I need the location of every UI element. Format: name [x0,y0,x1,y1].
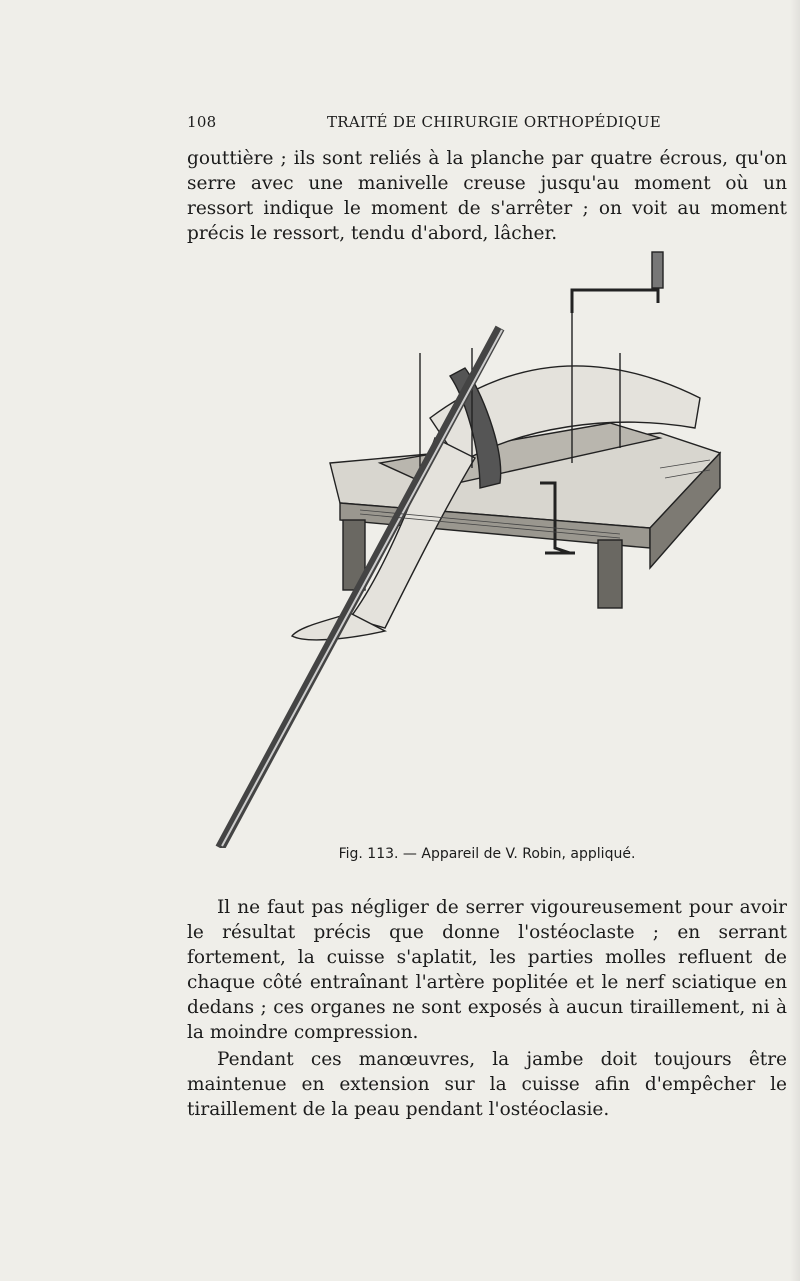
paragraph-text: gouttière ; ils sont reliés à la planche par quatre écrous, qu'on serre avec une manivelle creuse jusqu'au moment où un ressort indique le moment de s'arrêter ; on voit au moment précis le ressort, tendu d'abord, lâcher. [187,148,787,244]
lever-rod [220,328,500,848]
page-edge-shadow [790,0,800,1281]
page-number: 108 [187,113,217,131]
paragraph-intro [187,146,787,246]
figure-illustration [180,248,740,848]
lever-rod-highlight [222,330,502,846]
paragraph-text: Il ne faut pas négliger de serrer vigoureusement pour avoir le résultat précis que donne l'ostéoclaste ; en serrant fortement, la cuisse s'aplatit, les parties molles refluent de chaque côté entraînant l'artère poplitée et le nerf sciatique en dedans ; ces organes ne sont exposés à aucun tiraillement, ni à la moindre compression. [187,897,787,1043]
paragraph-osteoclast [187,895,787,1045]
paragraph-maneuvers [187,1047,787,1122]
figure-caption: Fig. 113. — Appareil de V. Robin, appliqué. [338,846,636,862]
table-leg-right [598,540,622,608]
running-title: TRAITÉ DE CHIRURGIE ORTHOPÉDIQUE [327,113,662,131]
crank-knob [652,252,663,288]
crank-handle [572,263,658,313]
paragraph-text: Pendant ces manœuvres, la jambe doit toujours être maintenue en extension sur la cuisse afin d'empêcher le tiraillement de la peau pendant l'ostéoclasie. [187,1049,787,1120]
